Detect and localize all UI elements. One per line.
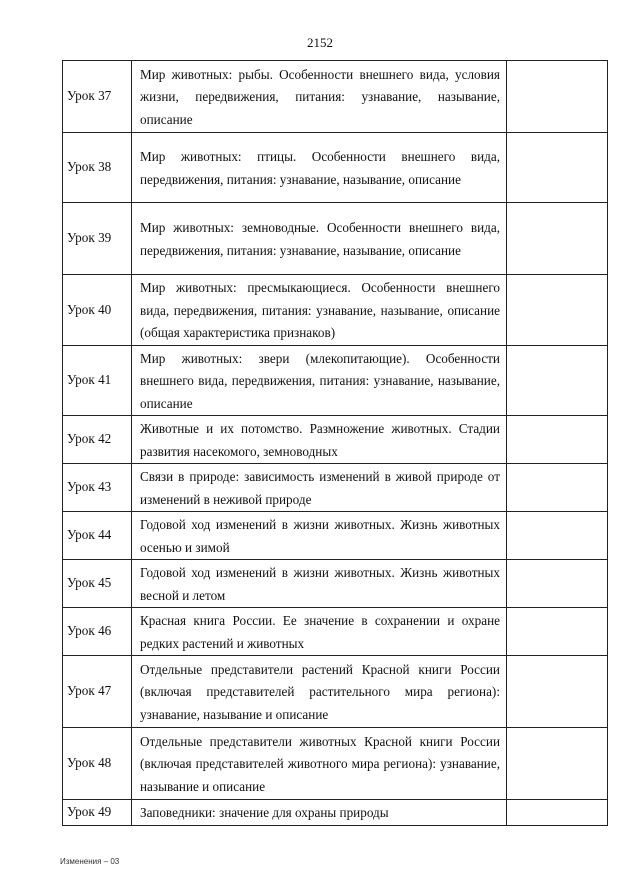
lesson-topic-cell: Связи в природе: зависимость изменений в живой природе от изменений в неживой природе: [132, 464, 507, 512]
table-row: [63, 800, 608, 826]
lesson-number-cell: Урок 40: [63, 275, 132, 346]
lesson-topic-cell: Мир животных: рыбы. Особенности внешнего вида, условия жизни, передвижения, питания: узнавание, называние, описание: [132, 61, 507, 133]
table-row: [63, 275, 608, 346]
lesson-number-cell: Урок 38: [63, 133, 132, 203]
lesson-number-cell: Урок 41: [63, 345, 132, 416]
lesson-number-cell: Урок 45: [63, 560, 132, 608]
lesson-number-cell: Урок 48: [63, 728, 132, 800]
empty-cell: [507, 61, 608, 133]
table-row: [63, 61, 608, 133]
lesson-topic-cell: Животные и их потомство. Размножение животных. Стадии развития насекомого, земноводных: [132, 416, 507, 464]
lesson-topic-cell: Мир животных: птицы. Особенности внешнего вида, передвижения, питания: узнавание, называние, описание: [132, 133, 507, 203]
empty-cell: [507, 416, 608, 464]
lesson-table: [62, 60, 608, 826]
lesson-topic-cell: Мир животных: звери (млекопитающие). Особенности внешнего вида, передвижения, питания: узнавание, называние, описание: [132, 345, 507, 416]
lesson-topic-cell: Красная книга России. Ее значение в сохранении и охране редких растений и животных: [132, 608, 507, 656]
empty-cell: [507, 560, 608, 608]
table-row: [63, 608, 608, 656]
lesson-topic-cell: Заповедники: значение для охраны природы: [132, 800, 507, 826]
empty-cell: [507, 464, 608, 512]
empty-cell: [507, 133, 608, 203]
footer-note: Изменения – 03: [60, 857, 120, 866]
page-number: 2152: [307, 35, 333, 50]
table-row: [63, 345, 608, 416]
empty-cell: [507, 656, 608, 728]
table-row: [63, 464, 608, 512]
empty-cell: [507, 203, 608, 275]
lesson-topic-cell: Мир животных: пресмыкающиеся. Особенности внешнего вида, передвижения, питания: узнавание, называние, описание (общая характеристика признаков): [132, 275, 507, 346]
lesson-number-cell: Урок 42: [63, 416, 132, 464]
lesson-number-cell: Урок 44: [63, 512, 132, 560]
lesson-topic-cell: Годовой ход изменений в жизни животных. Жизнь животных весной и летом: [132, 560, 507, 608]
lesson-topic-cell: Годовой ход изменений в жизни животных. Жизнь животных осенью и зимой: [132, 512, 507, 560]
lesson-number-cell: Урок 43: [63, 464, 132, 512]
empty-cell: [507, 345, 608, 416]
table-row: [63, 560, 608, 608]
table-row: [63, 512, 608, 560]
lesson-number-cell: Урок 49: [63, 800, 132, 826]
table-row: [63, 133, 608, 203]
lesson-topic-cell: Отдельные представители животных Красной книги России (включая представителей животного мира региона): узнавание, называние и описание: [132, 728, 507, 800]
empty-cell: [507, 608, 608, 656]
table-row: [63, 656, 608, 728]
lesson-number-cell: Урок 47: [63, 656, 132, 728]
table-row: [63, 416, 608, 464]
empty-cell: [507, 728, 608, 800]
empty-cell: [507, 512, 608, 560]
table-row: [63, 203, 608, 275]
lesson-topic-cell: Мир животных: земноводные. Особенности внешнего вида, передвижения, питания: узнавание, называние, описание: [132, 203, 507, 275]
empty-cell: [507, 800, 608, 826]
lesson-topic-cell: Отдельные представители растений Красной книги России (включая представителей растительного мира региона): узнавание, называние и описание: [132, 656, 507, 728]
lesson-number-cell: Урок 39: [63, 203, 132, 275]
lesson-table-body: [63, 61, 608, 826]
lesson-number-cell: Урок 46: [63, 608, 132, 656]
table-row: [63, 728, 608, 800]
empty-cell: [507, 275, 608, 346]
lesson-number-cell: Урок 37: [63, 61, 132, 133]
